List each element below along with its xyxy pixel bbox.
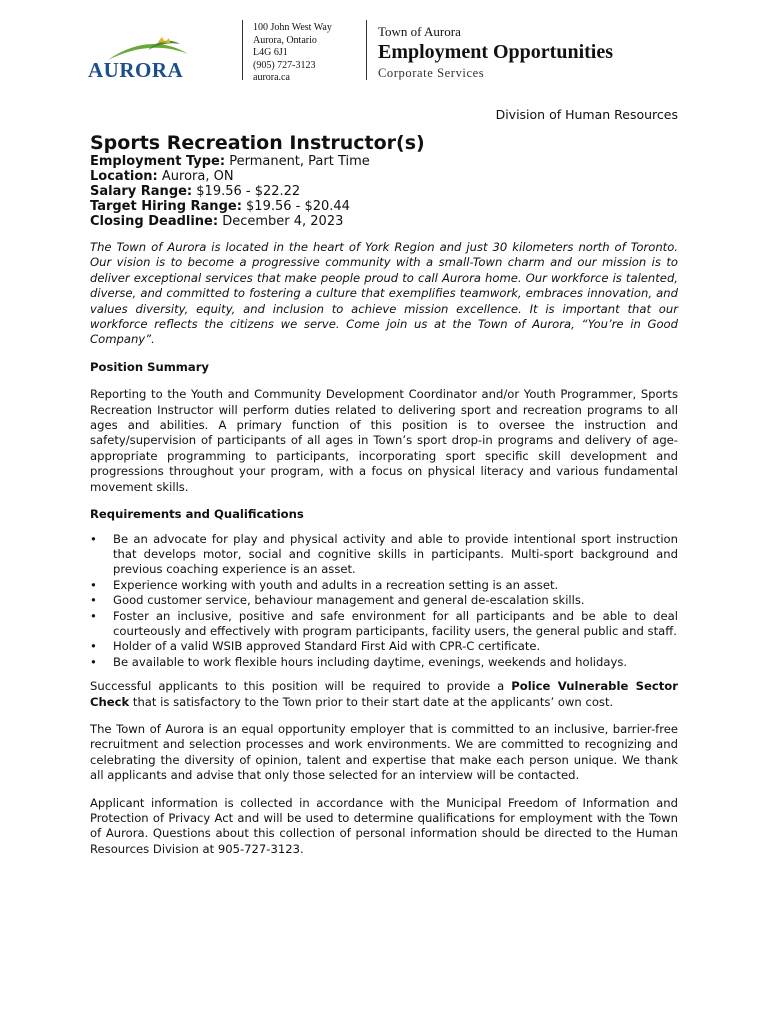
division-name: Division of Human Resources (495, 107, 678, 122)
list-item (90, 593, 678, 608)
list-item (90, 655, 678, 670)
field-label: Employment Type: (90, 154, 226, 169)
field-label: Location: (90, 169, 158, 184)
employment-type (90, 154, 678, 169)
bullet-icon: • (90, 608, 97, 623)
field-value: $19.56 - $20.44 (241, 199, 350, 214)
department-name: Corporate Services (378, 66, 485, 80)
list-item (90, 532, 678, 578)
list-item-text: Holder of a valid WSIB approved Standard First Aid with CPR-C certificate. (113, 639, 541, 654)
list-item-text: Foster an inclusive, positive and safe environment for all participants and be able to deal courteously and effectively with program participants, facility users, the general public and staff. (113, 608, 678, 638)
equal-opportunity-paragraph: The Town of Aurora is an equal opportunity employer that is committed to an inclusive, barrier-free recruitment and selection processes and work environments. We are committed to recognizing and celebrating the diversity of opinion, talent and expertise that make each person unique. We thank all applicants and advise that only those selected for an interview will be contacted. (90, 721, 678, 783)
police-check-emphasis: Police Vulnerable Sector Check (90, 679, 678, 709)
address-phone: (905) 727-3123 (253, 59, 316, 71)
closing-deadline (90, 214, 678, 229)
field-value: $19.56 - $22.22 (192, 184, 301, 199)
logo-wordmark: AURORA (88, 58, 184, 82)
target-hiring-range (90, 199, 678, 214)
list-item (90, 609, 678, 640)
bullet-icon: • (90, 639, 97, 654)
text-run: that is satisfactory to the Town prior to their start date at the applicants’ own cost. (129, 694, 614, 709)
list-item-text: Good customer service, behaviour management and general de-escalation skills. (113, 593, 585, 608)
address-block (253, 22, 332, 85)
requirements-list (90, 532, 678, 671)
field-value: Aurora, ON (157, 169, 234, 184)
salary-range (90, 184, 678, 199)
job-details (90, 154, 678, 229)
list-item-text: Experience working with youth and adults in a recreation setting is an asset. (113, 577, 559, 592)
position-summary-heading: Position Summary (90, 359, 209, 374)
address-line: L4G 6J1 (253, 47, 288, 58)
requirements-heading: Requirements and Qualifications (90, 507, 304, 522)
intro-paragraph: The Town of Aurora is located in the heart of York Region and just 30 kilometers north of Toronto. Our vision is to become a progressive community with a small-Town charm and our mission is to deliver exceptional services that make people proud to call Aurora home. Our workforce is talented, diverse, and committed to fostering a culture that exemplifies teamwork, embraces innovation, and values diversity, equity, and inclusion to achieve mission excellence. It is important that our workforce reflects the citizens we serve. Come join us at the Town of Aurora, “You’re in Good Company”. (90, 240, 678, 347)
bullet-icon: • (90, 593, 97, 608)
field-value: Permanent, Part Time (225, 154, 370, 169)
field-label: Target Hiring Range: (90, 199, 242, 214)
town-name: Town of Aurora (378, 24, 461, 39)
bullet-icon: • (90, 577, 97, 592)
aurora-logo (88, 36, 224, 88)
field-value: December 4, 2023 (218, 214, 344, 229)
field-label: Salary Range: (90, 184, 193, 199)
privacy-paragraph: Applicant information is collected in accordance with the Municipal Freedom of Information and Protection of Privacy Act and will be used to determine qualifications for employment with the Town of Aurora. Questions about this collection of personal information should be directed to the Human Resources Division at 905-727-3123. (90, 795, 678, 856)
list-item (90, 639, 678, 654)
job-posting (90, 132, 678, 857)
header-heading: Employment Opportunities (378, 41, 614, 63)
text-run: Successful applicants to this position will be required to provide a (90, 679, 512, 694)
header-divider (366, 20, 367, 80)
address-line: 100 John West Way (253, 22, 332, 33)
bullet-icon: • (90, 654, 97, 669)
address-line: Aurora, Ontario (253, 34, 317, 46)
list-item-text: Be an advocate for play and physical activity and able to provide intentional sport instruction that develops motor, social and cognitive skills in participants. Multi-sport background and previous coaching experience is an asset. (113, 531, 678, 577)
position-summary-text: Reporting to the Youth and Community Development Coordinator and/or Youth Programmer, Sports Recreation Instructor will perform duties related to delivering sport and recreation programs to all ages and abilities. A primary function of this position is to oversee the instruction and safety/supervision of participants of all ages in Town’s sport drop-in programs and delivery of age-appropriate programming to participants, incorporating sport specific skill development and progressions throughout your program, with a focus on physical literacy and various fundamental movement skills. (90, 387, 678, 494)
bullet-icon: • (90, 531, 97, 546)
job-title: Sports Recreation Instructor(s) (90, 132, 425, 154)
list-item-text: Be available to work flexible hours including daytime, evenings, weekends and holidays. (113, 654, 628, 669)
address-website: aurora.ca (253, 72, 290, 83)
police-check-paragraph (90, 679, 678, 710)
location (90, 169, 678, 184)
field-label: Closing Deadline: (90, 214, 219, 229)
list-item (90, 578, 678, 593)
header-divider (242, 20, 243, 80)
